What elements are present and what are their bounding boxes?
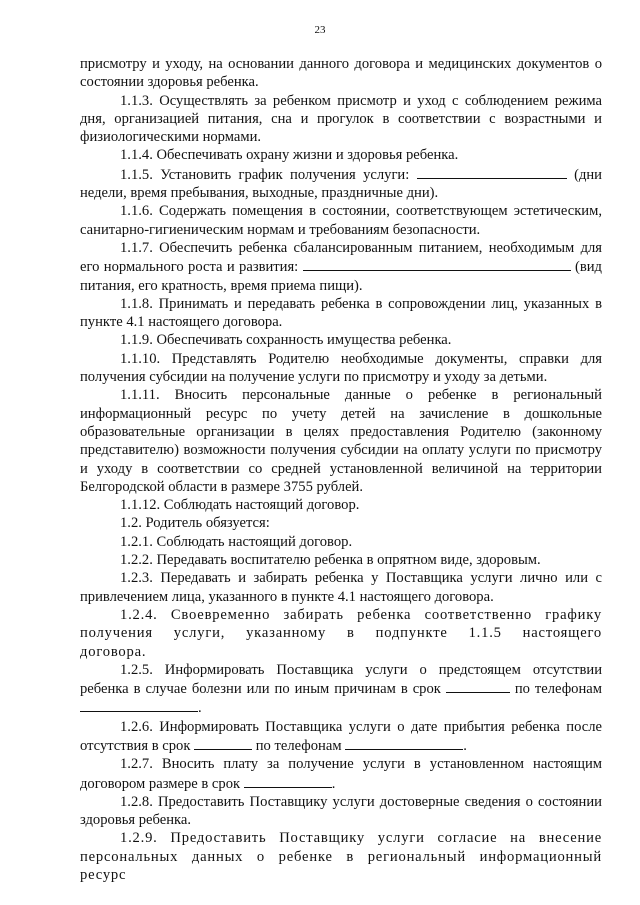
clause-1-1-11: 1.1.11. Вносить персональные данные о ребенке в региональный информационный ресурс по учету детей на зачисление в дошкольные образовательные организации в целях предоставления Родителю (законному представителю) возможности получения субсидии на оплату услуги по присмотру и уходу в соответствии со средней установленной величиной на территории Белгородской области в размере 3755 рублей. (80, 387, 602, 495)
blank-field-nutrition (303, 257, 571, 271)
blank-field-arrival-term (194, 736, 252, 750)
clause-1-1-5 (80, 165, 602, 203)
blank-field-notice-term (446, 679, 510, 693)
page-number: 23 (314, 24, 326, 36)
blank-field-schedule (417, 165, 567, 179)
clause-1-1-9: 1.1.9. Обеспечивать сохранность имущества ребенка. (120, 332, 452, 349)
clause-1-2-4: 1.2.4. Своевременно забирать ребенка соответственно графику получения услуги, указанному в подпункте 1.1.5 настоящего договора. (80, 606, 602, 660)
clause-1-2-5 (80, 661, 602, 718)
blank-field-payment-term (244, 774, 332, 788)
clause-text: (дни недели, время пребывания, выходные, праздничные дни). (80, 166, 602, 202)
clause-text: . (463, 737, 467, 754)
clause-text: . (198, 700, 202, 717)
paragraph-continuation: присмотру и уходу, на основании данного договора и медицинских документов о состоянии здоровья ребенка. (80, 56, 602, 91)
clause-text: по телефонам (255, 737, 342, 754)
clause-text: 1.1.5. Установить график получения услуги: (120, 166, 410, 183)
clause-1-2: 1.2. Родитель обязуется: (120, 515, 270, 532)
clause-1-1-12: 1.1.12. Соблюдать настоящий договор. (120, 497, 360, 514)
clause-1-2-9: 1.2.9. Предоставить Поставщику услуги согласие на внесение персональных данных о ребенке в региональный информационный ресурс (80, 830, 602, 884)
blank-field-phones (345, 736, 463, 750)
clause-1-2-6 (80, 718, 602, 756)
clause-text: 1.2.7. Вносить плату за получение услуги в установленном настоящим договором размере в срок (80, 756, 602, 792)
clause-1-2-1: 1.2.1. Соблюдать настоящий договор. (120, 533, 353, 550)
clause-1-1-8: 1.1.8. Принимать и передавать ребенка в сопровождении лиц, указанных в пункте 4.1 настоящего договора. (80, 295, 602, 331)
clause-1-2-7 (80, 755, 602, 793)
clause-text: (вид питания, его кратность, время приема пищи). (80, 259, 602, 294)
clause-1-1-7 (80, 239, 602, 295)
clause-1-2-3: 1.2.3. Передавать и забирать ребенка у Поставщика услуги лично или с привлечением лица, указанного в пункте 4.1 настоящего договора. (80, 570, 602, 605)
clause-1-1-10: 1.1.10. Представлять Родителю необходимые документы, справки для получения субсидии на получение услуги по присмотру и уходу за детьми. (80, 350, 602, 386)
clause-text: . (331, 775, 336, 792)
document-body (80, 55, 602, 884)
clause-text: по телефонам (514, 681, 602, 698)
clause-text: 1.2.5. Информировать Поставщика услуги о предстоящем отсутствии ребенка в случае болезни или по иным причинам в срок (80, 661, 602, 698)
clause-1-1-3: 1.1.3. Осуществлять за ребенком присмотр и уход с соблюдением режима дня, организацией питания, сна и прогулок в соответствии с возрастными и физиологическими нормами. (80, 92, 602, 146)
blank-field-phones (80, 698, 198, 712)
clause-1-2-8: 1.2.8. Предоставить Поставщику услуги достоверные сведения о состоянии здоровья ребенка. (80, 793, 602, 829)
clause-1-1-6: 1.1.6. Содержать помещения в состоянии, соответствующем эстетическим, санитарно-гигиеническим нормам и требованиям безопасности. (80, 203, 602, 238)
clause-1-2-2: 1.2.2. Передавать воспитателю ребенка в опрятном виде, здоровым. (120, 552, 541, 569)
clause-1-1-4: 1.1.4. Обеспечивать охрану жизни и здоровья ребенка. (120, 147, 459, 164)
clause-text: 1.2.6. Информировать Поставщика услуги о дате прибытия ребенка после отсутствия в срок (80, 718, 602, 754)
clause-text: 1.1.7. Обеспечить ребенка сбалансированным питанием, необходимым для его нормального роста и развития: (80, 239, 602, 276)
